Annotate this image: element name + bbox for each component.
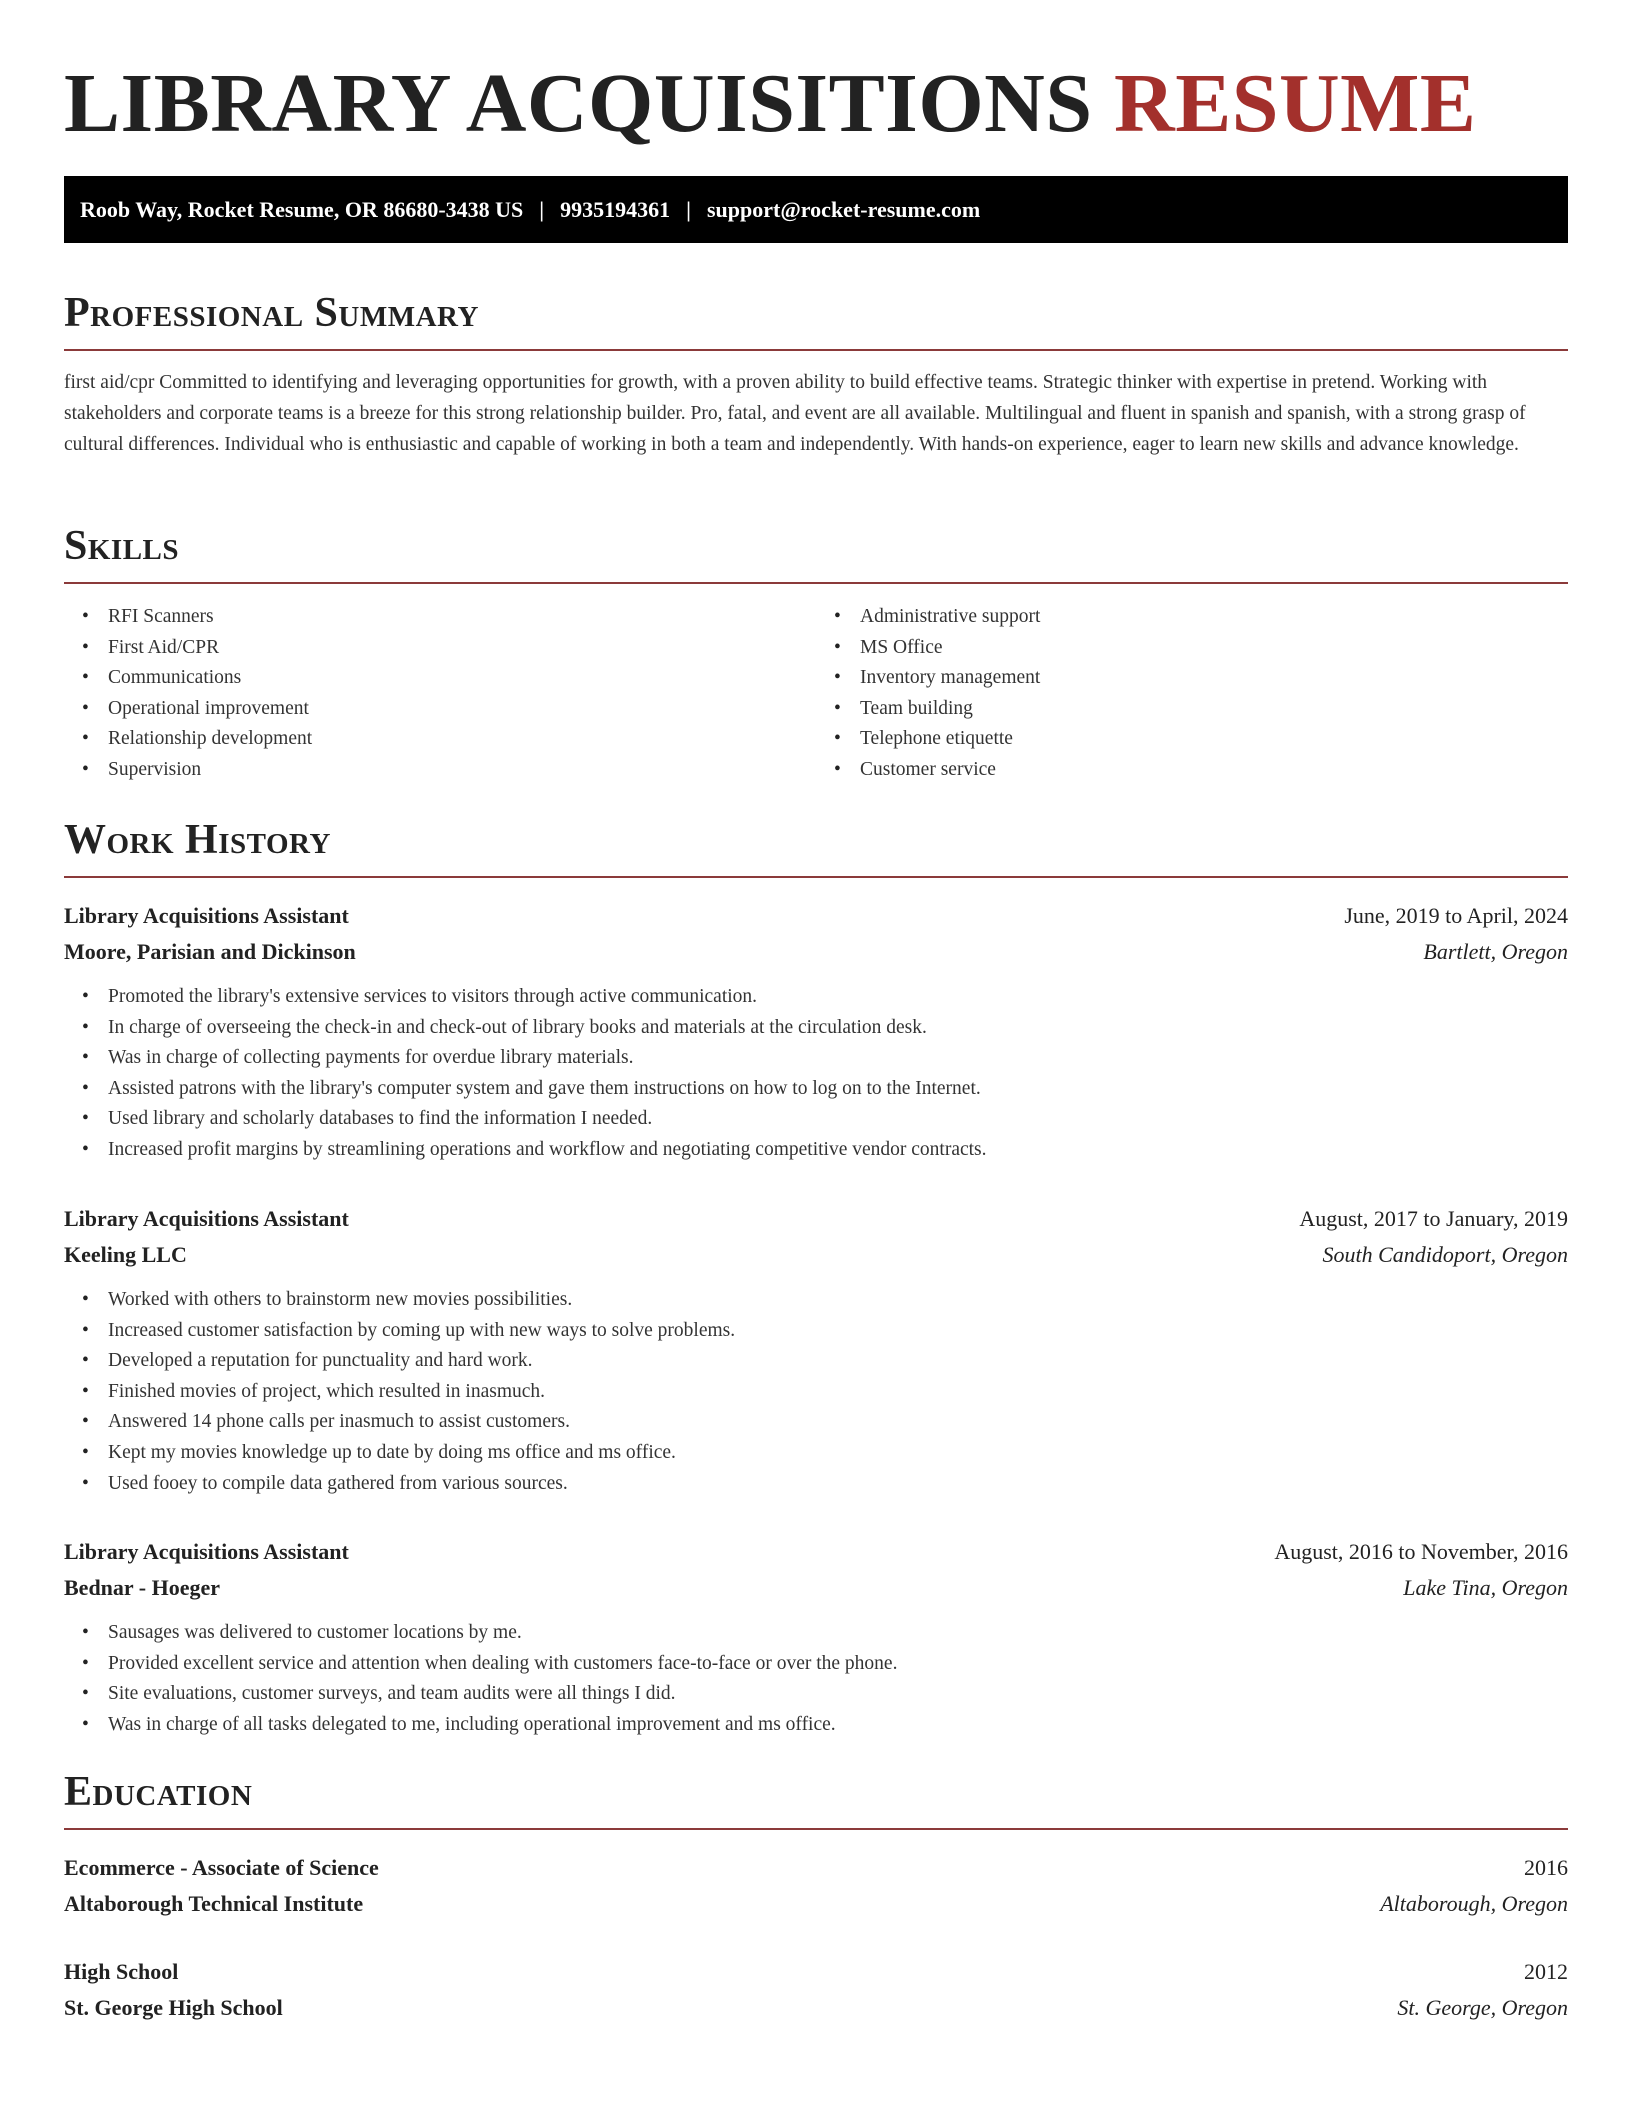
skill-item: • Customer service	[860, 755, 1568, 786]
job-location: Bartlett, Oregon	[1423, 939, 1568, 964]
education-school: St. George High School	[64, 1995, 283, 2020]
job-bullet: • Site evaluations, customer surveys, and team audits were all things I did.	[108, 1679, 1568, 1710]
work-history-section	[64, 812, 1568, 878]
job-entry	[64, 1201, 1568, 1499]
education-school: Altaborough Technical Institute	[64, 1891, 364, 1916]
skill-item: • MS Office	[860, 633, 1568, 664]
skills-list-left	[64, 602, 816, 786]
section-divider	[64, 582, 1568, 584]
job-bullet: • Answered 14 phone calls per inasmuch to assist customers.	[108, 1407, 1568, 1438]
skill-item: • Operational improvement	[108, 694, 816, 725]
job-bullet: • In charge of overseeing the check-in and check-out of library books and materials at the circulation desk.	[108, 1013, 1568, 1044]
job-bullet: • Developed a reputation for punctuality and hard work.	[108, 1346, 1568, 1377]
job-bullet: • Used fooey to compile data gathered from various sources.	[108, 1469, 1568, 1500]
job-bullet: • Used library and scholarly databases to find the information I needed.	[108, 1104, 1568, 1135]
education-location: St. George, Oregon	[1397, 1995, 1568, 2020]
skill-item: • First Aid/CPR	[108, 633, 816, 664]
job-dates: August, 2016 to November, 2016	[1274, 1539, 1568, 1564]
section-divider	[64, 1828, 1568, 1830]
job-bullet: • Was in charge of all tasks delegated to me, including operational improvement and ms office.	[108, 1710, 1568, 1741]
skill-item: • Telephone etiquette	[860, 724, 1568, 755]
job-bullet: • Provided excellent service and attention when dealing with customers face-to-face or over the phone.	[108, 1649, 1568, 1680]
job-bullet: • Increased customer satisfaction by coming up with new ways to solve problems.	[108, 1316, 1568, 1347]
job-title: Library Acquisitions Assistant	[64, 903, 349, 928]
education-degree: High School	[64, 1959, 179, 1984]
job-entry	[64, 898, 1568, 1166]
summary-section	[64, 285, 1568, 460]
title-accent: RESUME	[1114, 57, 1477, 150]
skill-item: • Communications	[108, 663, 816, 694]
resume-title	[64, 54, 1476, 154]
skill-item: • Supervision	[108, 755, 816, 786]
job-location: South Candidoport, Oregon	[1322, 1242, 1568, 1267]
summary-text: first aid/cpr Committed to identifying and leveraging opportunities for growth, with a proven ability to build effective teams. Strategic thinker with expertise in pretend. Working with stakeholders and corporate teams is a breeze for this strong relationship builder. Pro, fatal, and event are all available. Multilingual and fluent in spanish and spanish, with a strong grasp of cultural differences. Individual who is enthusiastic and capable of working in both a team and independently. With hands-on experience, eager to learn new skills and advance knowledge.	[64, 372, 1526, 455]
job-bullet: • Worked with others to brainstorm new movies possibilities.	[108, 1285, 1568, 1316]
skills-heading: Skills	[64, 523, 180, 569]
skills-section	[64, 518, 1568, 786]
education-entry	[64, 1954, 1568, 2026]
education-section	[64, 1764, 1568, 1830]
job-dates: August, 2017 to January, 2019	[1299, 1206, 1568, 1231]
summary-heading: Professional Summary	[64, 290, 479, 336]
contact-separator: |	[539, 196, 545, 222]
skill-item: • Relationship development	[108, 724, 816, 755]
skills-columns	[64, 602, 1568, 786]
job-bullets	[64, 982, 1568, 1166]
job-company: Keeling LLC	[64, 1242, 187, 1267]
section-divider	[64, 876, 1568, 878]
job-bullet: • Finished movies of project, which resulted in inasmuch.	[108, 1377, 1568, 1408]
job-location: Lake Tina, Oregon	[1403, 1575, 1568, 1600]
education-year: 2012	[1524, 1959, 1568, 1984]
education-heading: Education	[64, 1769, 253, 1815]
contact-bar	[64, 176, 1568, 243]
job-bullet: • Kept my movies knowledge up to date by doing ms office and ms office.	[108, 1438, 1568, 1469]
job-company: Moore, Parisian and Dickinson	[64, 939, 356, 964]
education-degree: Ecommerce - Associate of Science	[64, 1855, 379, 1880]
job-bullet: • Assisted patrons with the library's computer system and gave them instructions on how to log on to the Internet.	[108, 1074, 1568, 1105]
job-bullet: • Increased profit margins by streamlining operations and workflow and negotiating competitive vendor contracts.	[108, 1135, 1568, 1166]
job-entry	[64, 1534, 1568, 1740]
job-company: Bednar - Hoeger	[64, 1575, 221, 1600]
section-divider	[64, 349, 1568, 351]
skill-item: • Inventory management	[860, 663, 1568, 694]
job-dates: June, 2019 to April, 2024	[1344, 903, 1568, 928]
education-entry	[64, 1850, 1568, 1922]
job-bullet: • Sausages was delivered to customer locations by me.	[108, 1618, 1568, 1649]
skill-item: • RFI Scanners	[108, 602, 816, 633]
skill-item: • Team building	[860, 694, 1568, 725]
job-bullets	[64, 1618, 1568, 1740]
job-bullet: • Was in charge of collecting payments for overdue library materials.	[108, 1043, 1568, 1074]
job-bullets	[64, 1285, 1568, 1499]
work-history-heading: Work History	[64, 817, 331, 863]
contact-separator: |	[686, 196, 691, 222]
contact-phone: 9935194361	[560, 196, 671, 222]
education-location: Altaborough, Oregon	[1380, 1891, 1568, 1916]
contact-email: support@rocket-resume.com	[706, 196, 981, 222]
job-title: Library Acquisitions Assistant	[64, 1539, 349, 1564]
skill-item: • Administrative support	[860, 602, 1568, 633]
title-main: LIBRARY ACQUISITIONS	[64, 57, 1093, 150]
skills-list-right	[816, 602, 1568, 786]
job-title: Library Acquisitions Assistant	[64, 1206, 349, 1231]
contact-address: Roob Way, Rocket Resume, OR 86680-3438 US	[80, 196, 524, 222]
job-bullet: • Promoted the library's extensive services to visitors through active communication.	[108, 982, 1568, 1013]
education-year: 2016	[1524, 1855, 1568, 1880]
